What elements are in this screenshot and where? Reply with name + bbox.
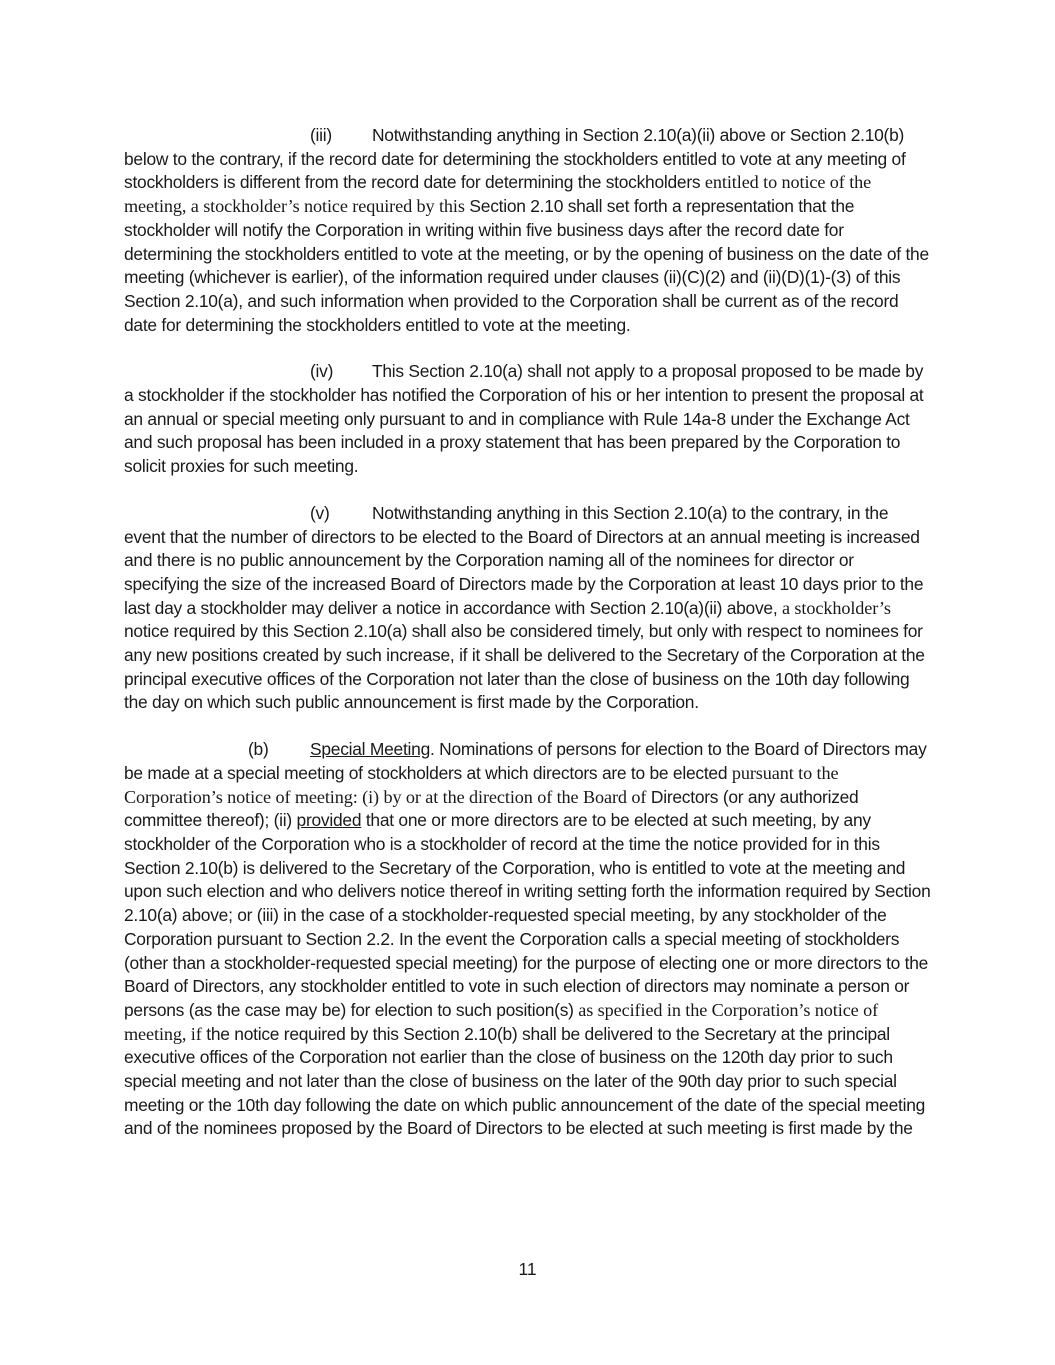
- paragraph-text: Section 2.10 shall set forth a representation that the stockholder will notify the Corporation in writing within five business days after the record date for determining the stockholders entitled to vote at the meeting, or by the opening of business on the date of the meeting (whichever is earlier), of the information required under clauses (ii)(C)(2) and (ii)(D)(1)-(3) of this Section 2.10(a), and such information when provided to the Corporation shall be current as of the record date for determining the stockholders entitled to vote at the meeting.: [124, 196, 929, 335]
- paragraph-text-serif: as specified in the Corporation’s notice of meeting, if: [124, 999, 879, 1044]
- paragraph-number: (b): [248, 739, 269, 760]
- paragraph-text: . Nominations of persons for election to the Board of Directors may be made at a special meeting of stockholders at which directors are to be elected: [124, 739, 927, 783]
- paragraph-text: Notwithstanding anything in Section 2.10(a)(ii) above or Section 2.10(b) below to the contrary, if the record date for determining the stockholders entitled to vote at any meeting of stockholders is different from the record date for determining the stockholders: [124, 125, 906, 193]
- paragraph-text: that one or more directors are to be elected at such meeting, by any stockholder of the Corporation who is a stockholder of record at the time the notice provided for in this Section 2.10(b) is delivered to the Secretary of the Corporation, who is entitled to vote at the meeting and upon such election and who delivers notice thereof in writing setting forth the information required by Section 2.10(a) above; or (iii) in the case of a stockholder-requested special meeting, by any stockholder of the Corporation pursuant to Section 2.2. In the event the Corporation calls a special meeting of stockholders (other than a stockholder-requested special meeting) for the purpose of electing one or more directors to the Board of Directors, any stockholder entitled to vote in such election of directors may nominate a person or persons (as the case may be) for election to such position(s): [124, 810, 931, 1020]
- paragraph-text: notice required by this Section 2.10(a) shall also be considered timely, but only with respect to nominees for any new positions created by such increase, if it shall be delivered to the Secretary of the Corporation at the principal executive offices of the Corporation not later than the close of business on the 10th day following the day on which such public announcement is first made by the Corporation.: [124, 621, 925, 713]
- paragraph-number: (iv): [310, 361, 334, 382]
- paragraph-number: (v): [310, 502, 330, 523]
- paragraph-text-serif: a stockholder’s: [782, 597, 891, 618]
- paragraph-text-serif: pursuant to the Corporation’s notice of meeting: (i) by or at the direction of the Board of: [124, 762, 839, 807]
- paragraph-iv: [124, 360, 932, 479]
- paragraph-v: [124, 502, 932, 715]
- paragraph-b: [124, 738, 932, 1141]
- document-page: [124, 124, 932, 1164]
- paragraph-text: Notwithstanding anything in this Section 2.10(a) to the contrary, in the event that the number of directors to be elected to the Board of Directors at an annual meeting is increased and there is no public announcement by the Corporation naming all of the nominees for director or specifying the size of the increased Board of Directors made by the Corporation at least 10 days prior to the last day a stockholder may deliver a notice in accordance with Section 2.10(a)(ii) above,: [124, 502, 924, 618]
- paragraph-text: the notice required by this Section 2.10(b) shall be delivered to the Secretary at the principal executive offices of the Corporation not earlier than the close of business on the 120th day prior to such special meeting and not later than the close of business on the later of the 90th day prior to such special meeting or the 10th day following the date on which public announcement of the date of the special meeting and of the nominees proposed by the Board of Directors to be elected at such meeting is first made by the: [124, 1023, 926, 1139]
- paragraph-iii: [124, 124, 932, 337]
- paragraph-text: This Section 2.10(a) shall not apply to a proposal proposed to be made by a stockholder if the stockholder has notified the Corporation of his or her intention to present the proposal at an annual or special meeting only pursuant to and in compliance with Rule 14a-8 under the Exchange Act and such proposal has been included in a proxy statement that has been prepared by the Corporation to solicit proxies for such meeting.: [124, 361, 924, 477]
- underlined-term: provided: [296, 810, 362, 831]
- page-number: 11: [518, 1259, 537, 1279]
- paragraph-number: (iii): [310, 125, 332, 145]
- paragraph-text-serif: entitled to notice of the meeting, a stockholder’s notice required by this: [124, 172, 872, 217]
- section-heading: Special Meeting: [310, 739, 430, 760]
- paragraph-text: Directors (or any authorized committee thereof); (ii): [124, 786, 859, 831]
